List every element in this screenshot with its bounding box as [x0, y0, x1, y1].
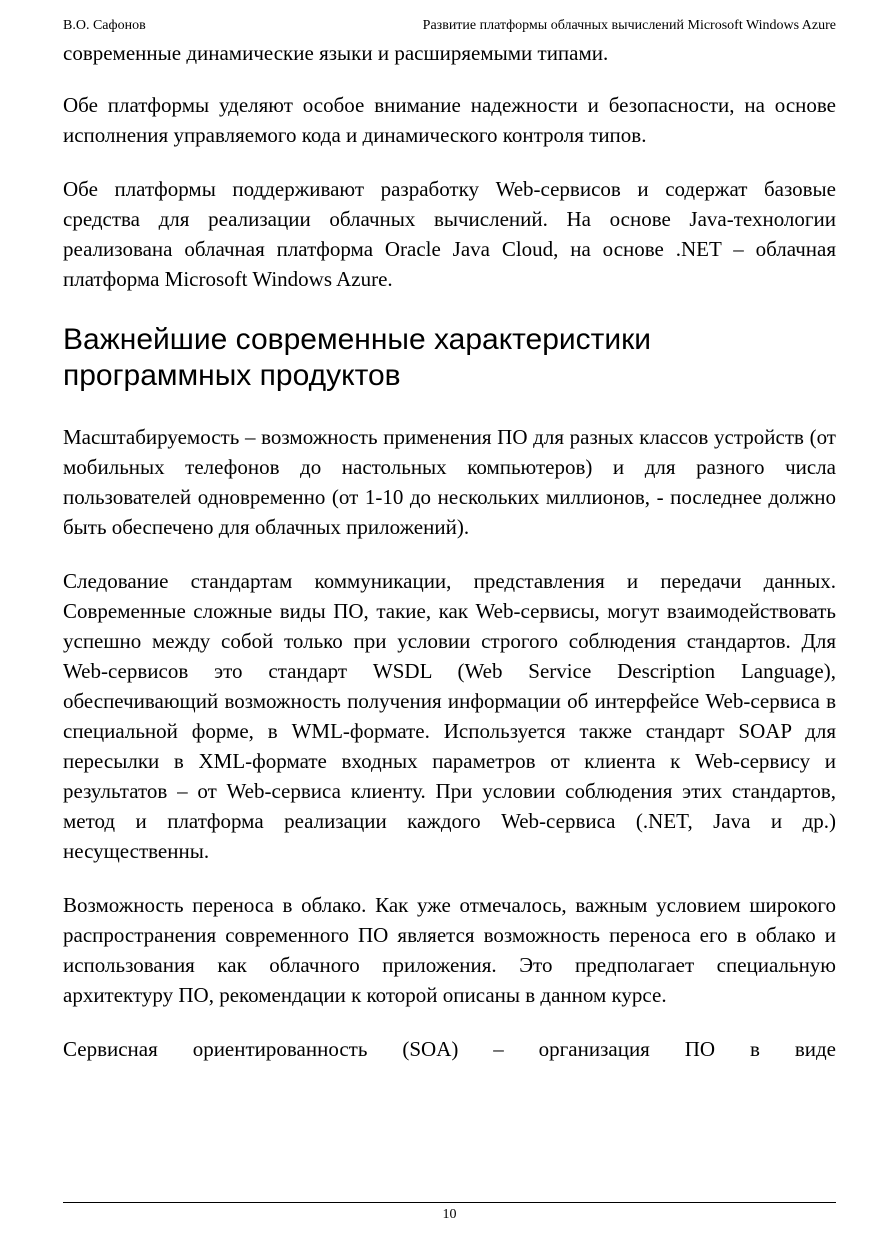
- page-header: [63, 16, 836, 36]
- header-title: Развитие платформы облачных вычислений Microsoft Windows Azure: [422, 18, 836, 33]
- footer-divider: [63, 1202, 836, 1203]
- paragraph: современные динамические языки и расширяемыми типами.: [63, 41, 609, 65]
- paragraph: Следование стандартам коммуникации, представления и передачи данных. Современные сложные виды ПО, такие, как Web-сервисы, могут взаимодействовать успешно между собой только при условии строгого соблюдения стандартов. Для Web-сервисов это стандарт WSDL (Web Service Description Language), обеспечивающий возможность получения информации об интерфейсе Web-сервиса в специальной форме, в WML-формате. Используется также стандарт SOAP для пересылки в XML-формате входных параметров от клиента к Web-сервису и результатов – от Web-сервиса клиенту. При условии соблюдения этих стандартов, метод и платформа реализации каждого Web-сервиса (.NET, Java и др.) несущественны.: [63, 569, 836, 863]
- paragraph: Обе платформы поддерживают разработку Web-сервисов и содержат базовые средства для реализации облачных вычислений. На основе Java-технологии реализована облачная платформа Oracle Java Cloud, на основе .NET – облачная платформа Microsoft Windows Azure.: [63, 177, 836, 291]
- page-number: 10: [442, 1207, 457, 1222]
- page-body: [63, 38, 836, 1064]
- paragraph: Масштабируемость – возможность применения ПО для разных классов устройств (от мобильных телефонов до настольных компьютеров) и для разного числа пользователей одновременно (от 1-10 до нескольких миллионов, - последнее должно быть обеспечено для облачных приложений).: [63, 425, 836, 539]
- header-author: В.О. Сафонов: [63, 18, 146, 33]
- paragraph: Возможность переноса в облако. Как уже отмечалось, важным условием широкого распространения современного ПО является возможность переноса его в облако и использования как облачного приложения. Это предполагает специальную архитектуру ПО, рекомендации к которой описаны в данном курсе.: [63, 893, 836, 1007]
- paragraph-continued: Сервисная ориентированность (SOA) – организация ПО в виде: [63, 1037, 836, 1061]
- section-heading: Важнейшие современные характеристики программных продуктов: [63, 323, 652, 392]
- paragraph: Обе платформы уделяют особое внимание надежности и безопасности, на основе исполнения управляемого кода и динамического контроля типов.: [63, 93, 836, 147]
